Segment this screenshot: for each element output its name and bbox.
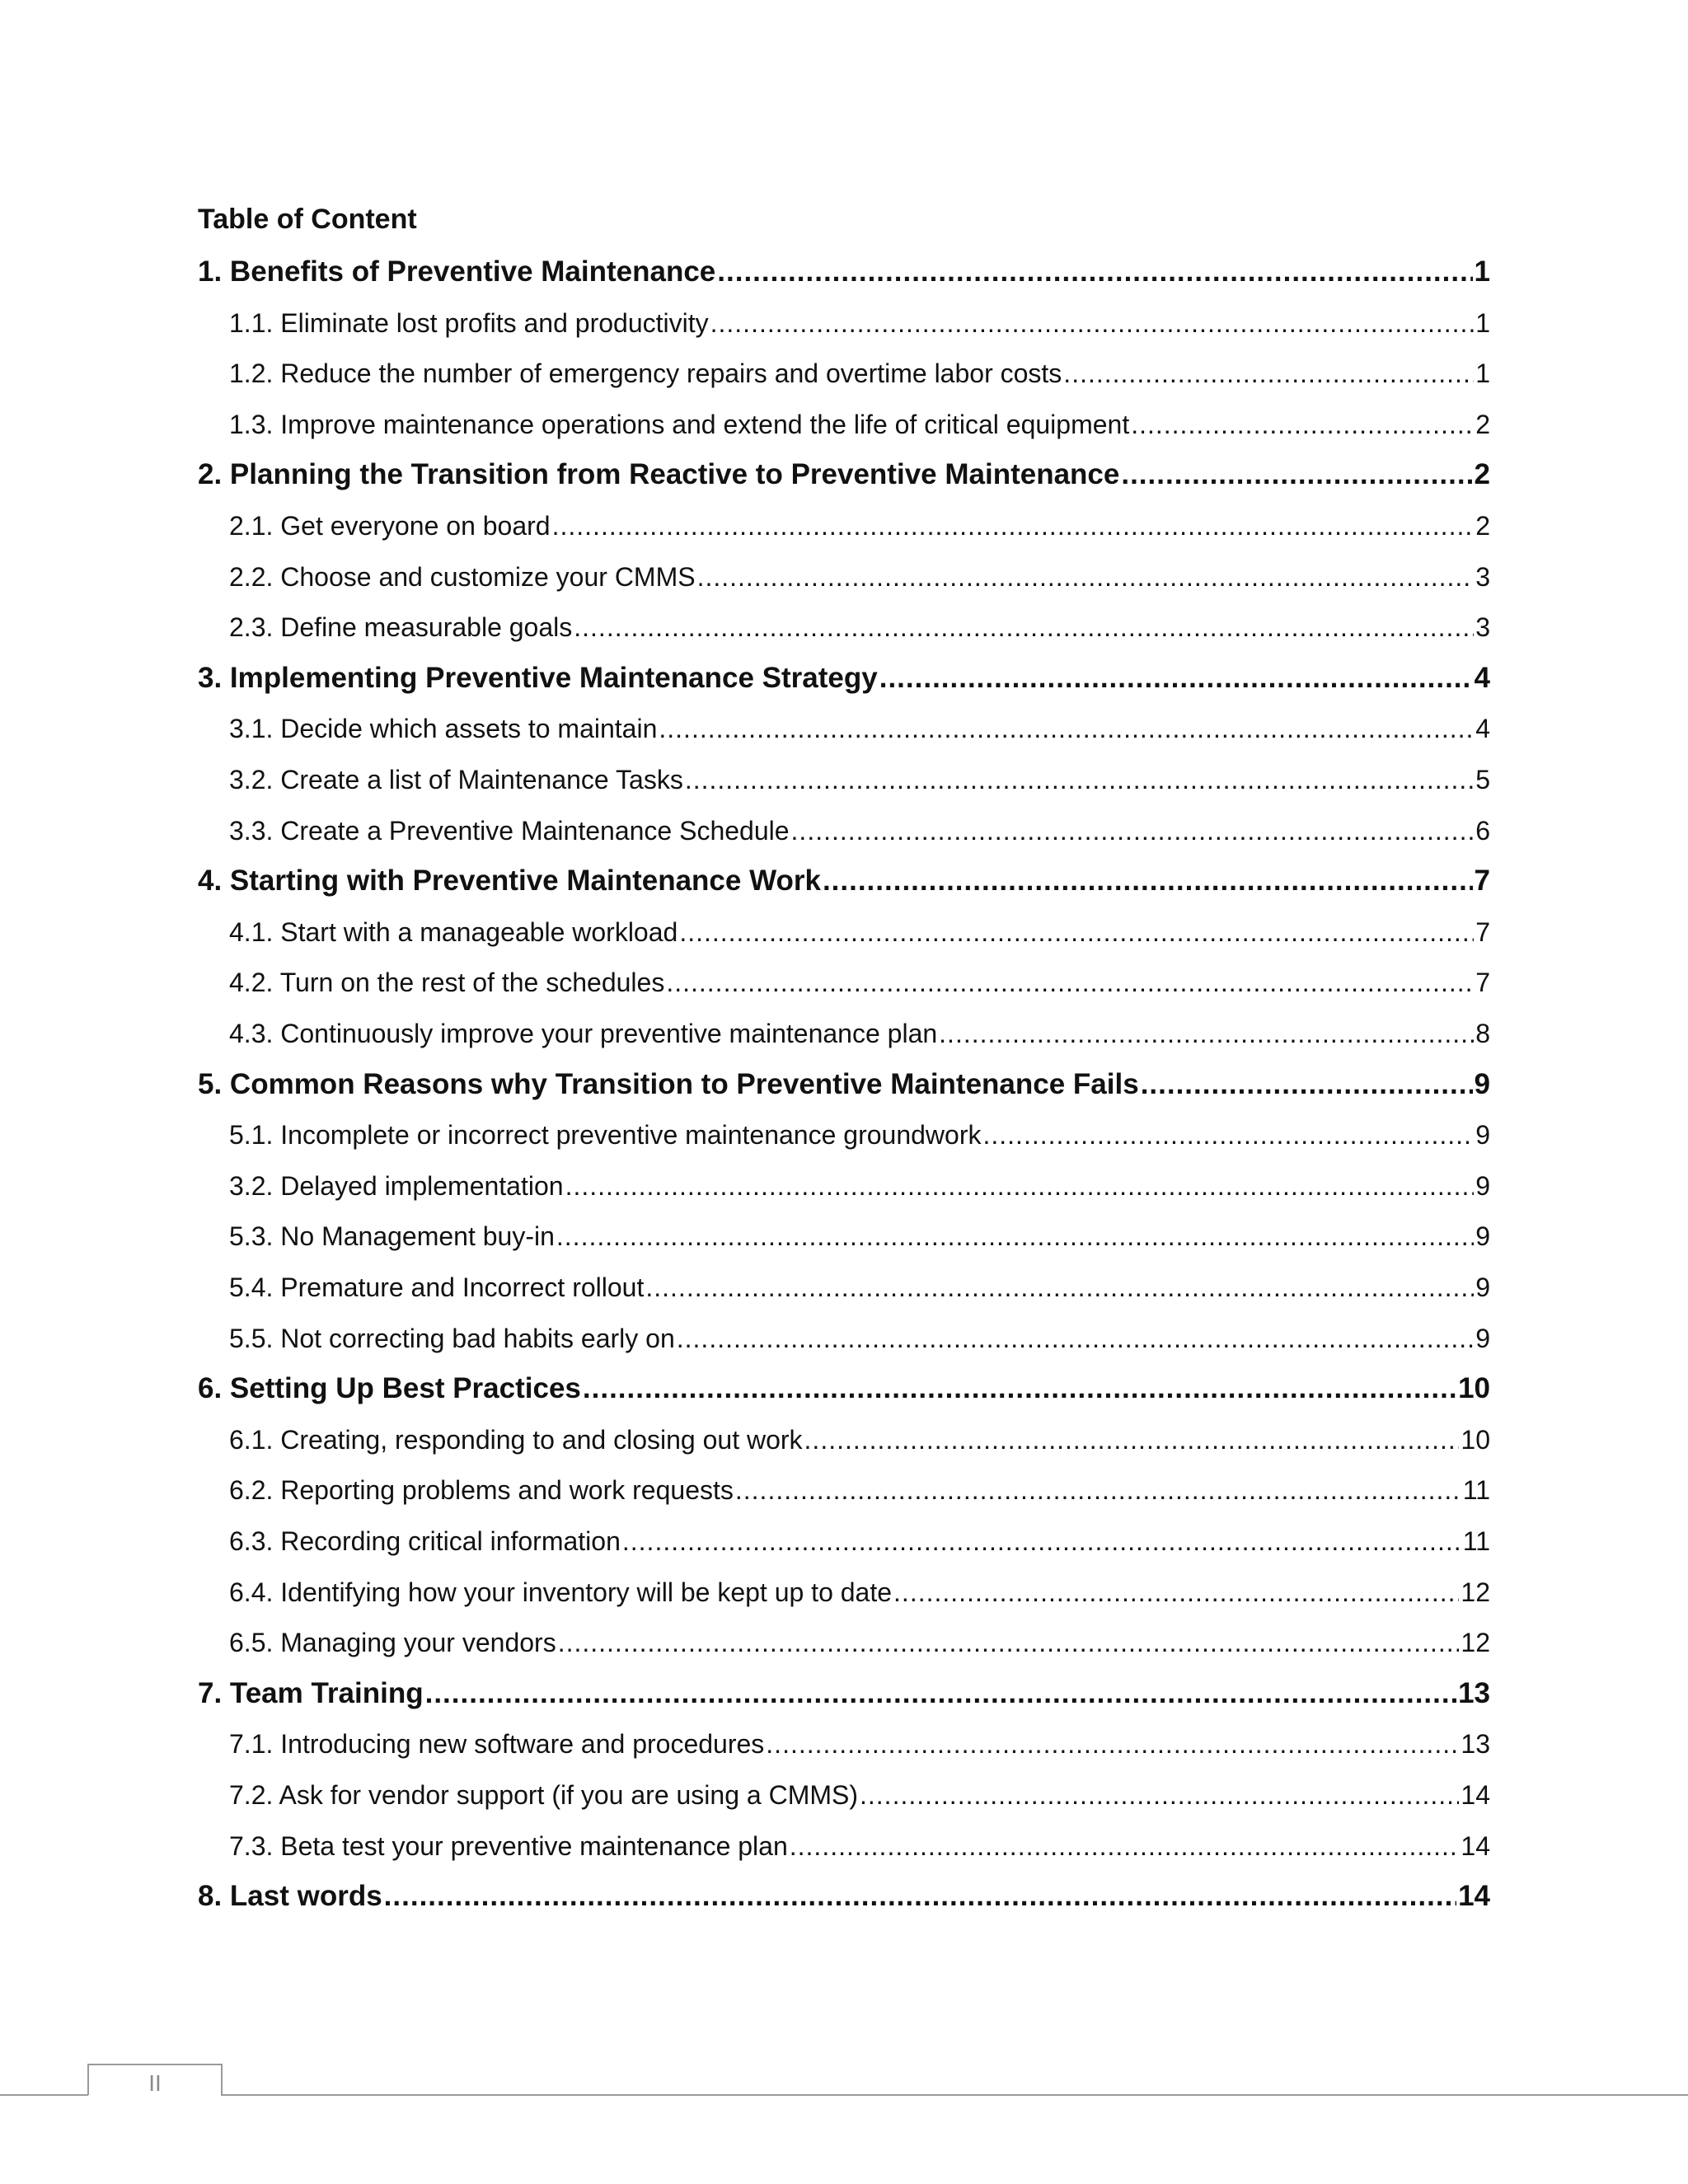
toc-dot-leader (685, 760, 1474, 799)
toc-page-number: 12 (1461, 1577, 1490, 1607)
toc-entry-title: 2.3. Define measurable goals (229, 612, 573, 642)
toc-entry-title: 6.2. Reporting problems and work requests (229, 1475, 734, 1505)
toc-page-number: 2 (1475, 410, 1490, 439)
toc-dot-leader (556, 1216, 1474, 1256)
toc-subsection-entry[interactable] (229, 760, 1490, 799)
toc-page-number: 5 (1475, 765, 1490, 794)
toc-page-number: 9 (1475, 1324, 1490, 1353)
toc-dot-leader (1141, 1065, 1473, 1104)
toc-subsection-entry[interactable] (229, 1420, 1490, 1460)
toc-entry-title: 5. Common Reasons why Transition to Preventive Maintenance Fails (198, 1068, 1139, 1100)
toc-page-number: 9 (1475, 1221, 1490, 1251)
toc-page-number: 2 (1475, 511, 1490, 541)
toc-dot-leader (893, 1572, 1459, 1612)
toc-dot-leader (1121, 455, 1472, 494)
footer-rule-left (0, 2094, 88, 2096)
toc-dot-leader (1063, 354, 1474, 393)
toc-page-number: 9 (1475, 1171, 1490, 1201)
toc-subsection-entry[interactable] (229, 557, 1490, 597)
toc-page-number: 14 (1461, 1831, 1490, 1861)
toc-page-number: 10 (1461, 1425, 1490, 1455)
toc-title: Table of Content (198, 204, 417, 235)
toc-subsection-entry[interactable] (229, 506, 1490, 546)
toc-subsection-entry[interactable] (229, 912, 1490, 952)
toc-page-number: 9 (1475, 1272, 1490, 1302)
toc-page-number: 14 (1458, 1880, 1490, 1912)
toc-page-number: 7 (1475, 968, 1490, 997)
toc-subsection-entry[interactable] (229, 607, 1490, 647)
toc-dot-leader (565, 1166, 1475, 1206)
toc-entry-title: 1.2. Reduce the number of emergency repairs and overtime labor costs (229, 359, 1062, 388)
toc-dot-leader (645, 1268, 1474, 1307)
toc-dot-leader (823, 861, 1473, 901)
toc-subsection-entry[interactable] (229, 1724, 1490, 1764)
toc-entry-title: 3.1. Decide which assets to maintain (229, 714, 658, 743)
toc-entry-title: 6.3. Recording critical information (229, 1526, 621, 1556)
toc-subsection-entry[interactable] (229, 1319, 1490, 1358)
toc-subsection-entry[interactable] (229, 1572, 1490, 1612)
toc-dot-leader (710, 303, 1475, 343)
toc-dot-leader (552, 506, 1475, 546)
toc-entry-title: 3. Implementing Preventive Maintenance Strategy (198, 662, 878, 694)
toc-entry-title: 4. Starting with Preventive Maintenance Work (198, 865, 821, 897)
toc-subsection-entry[interactable] (229, 1115, 1490, 1155)
toc-page-number: 4 (1475, 714, 1490, 743)
toc-subsection-entry[interactable] (229, 303, 1490, 343)
toc-dot-leader (659, 709, 1474, 748)
toc-page-number: 1 (1475, 308, 1490, 338)
toc-page-number: 7 (1474, 865, 1490, 897)
toc-entry-title: 4.3. Continuously improve your preventive maintenance plan (229, 1019, 938, 1048)
toc-entry-title: 6.1. Creating, responding to and closing out work (229, 1425, 803, 1455)
toc-entry-title: 2.1. Get everyone on board (229, 511, 551, 541)
toc-dot-leader (717, 252, 1472, 292)
toc-dot-leader (384, 1877, 1456, 1916)
toc-subsection-entry[interactable] (229, 1521, 1490, 1561)
toc-entry-title: 3.3. Create a Preventive Maintenance Schedule (229, 816, 790, 846)
toc-dot-leader (679, 912, 1474, 952)
toc-page-number: 10 (1458, 1372, 1490, 1404)
toc-entry-title: 7. Team Training (198, 1677, 424, 1709)
toc-dot-leader (574, 607, 1474, 647)
toc-dot-leader (879, 658, 1473, 698)
toc-entry-title: 5.4. Premature and Incorrect rollout (229, 1272, 645, 1302)
toc-dot-leader (558, 1623, 1460, 1662)
toc-page-number: 6 (1475, 816, 1490, 846)
toc-dot-leader (939, 1014, 1474, 1053)
toc-subsection-entry[interactable] (229, 1014, 1490, 1053)
toc-dot-leader (622, 1521, 1461, 1561)
toc-section-entry[interactable] (198, 861, 1490, 901)
toc-subsection-entry[interactable] (229, 811, 1490, 851)
toc-page-number: 12 (1461, 1628, 1490, 1657)
toc-page-number: 2 (1474, 458, 1490, 490)
toc-entry-title: 5.5. Not correcting bad habits early on (229, 1324, 675, 1353)
toc-subsection-entry[interactable] (229, 354, 1490, 393)
toc-page-number: 8 (1475, 1019, 1490, 1048)
toc-page-number: 14 (1461, 1780, 1490, 1810)
toc-page-number: 4 (1474, 662, 1490, 694)
toc-subsection-entry[interactable] (229, 1216, 1490, 1256)
toc-section-entry[interactable] (198, 252, 1490, 292)
toc-entry-title: 8. Last words (198, 1880, 382, 1912)
toc-dot-leader (791, 811, 1475, 851)
toc-entry-title: 1. Benefits of Preventive Maintenance (198, 255, 716, 288)
toc-dot-leader (425, 1674, 1456, 1713)
toc-entry-title: 7.2. Ask for vendor support (if you are using a CMMS) (229, 1780, 858, 1810)
toc-entry-title: 4.2. Turn on the rest of the schedules (229, 968, 665, 997)
toc-entry-title: 4.1. Start with a manageable workload (229, 917, 678, 947)
toc-entry-title: 6. Setting Up Best Practices (198, 1372, 581, 1404)
toc-entry-title: 1.3. Improve maintenance operations and extend the life of critical equipment (229, 410, 1130, 439)
footer-page-number: II (148, 2070, 162, 2096)
toc-subsection-entry[interactable] (229, 1166, 1490, 1206)
toc-page-number: 7 (1475, 917, 1490, 947)
toc-dot-leader (677, 1319, 1474, 1358)
toc-page-number: 9 (1474, 1068, 1490, 1100)
toc-dot-leader (735, 1470, 1461, 1510)
toc-entry-title: 3.2. Delayed implementation (229, 1171, 564, 1201)
toc-entry-title: 3.2. Create a list of Maintenance Tasks (229, 765, 683, 794)
toc-dot-leader (697, 557, 1475, 597)
toc-entry-title: 5.3. No Management buy-in (229, 1221, 555, 1251)
toc-section-entry[interactable] (198, 1369, 1490, 1408)
toc-entry-title: 5.1. Incomplete or incorrect preventive maintenance groundwork (229, 1120, 982, 1150)
toc-entry-title: 7.1. Introducing new software and procedures (229, 1729, 765, 1759)
toc-entry-title: 6.5. Managing your vendors (229, 1628, 556, 1657)
toc-entry-title: 2.2. Choose and customize your CMMS (229, 562, 696, 592)
toc-entry-title: 7.3. Beta test your preventive maintenance plan (229, 1831, 788, 1861)
toc-page-number: 1 (1474, 255, 1490, 288)
toc-page-number: 11 (1462, 1475, 1490, 1505)
toc-section-entry[interactable] (198, 1674, 1490, 1713)
toc-page-number: 13 (1461, 1729, 1490, 1759)
toc-dot-leader (860, 1775, 1459, 1815)
toc-section-entry[interactable] (198, 1065, 1490, 1104)
toc-subsection-entry[interactable] (229, 1470, 1490, 1510)
toc-subsection-entry[interactable] (229, 1826, 1490, 1866)
toc-subsection-entry[interactable] (229, 405, 1490, 444)
toc-subsection-entry[interactable] (229, 1775, 1490, 1815)
toc-section-entry[interactable] (198, 1877, 1490, 1916)
toc-page-number: 3 (1475, 612, 1490, 642)
toc-page-number: 1 (1475, 359, 1490, 388)
toc-page-number: 9 (1475, 1120, 1490, 1150)
toc-page-number: 3 (1475, 562, 1490, 592)
footer-rule-right (221, 2094, 1688, 2096)
toc-subsection-entry[interactable] (229, 1623, 1490, 1662)
toc-dot-leader (982, 1115, 1474, 1155)
toc-page-number: 11 (1462, 1526, 1490, 1556)
toc-entry-title: 2. Planning the Transition from Reactive to Preventive Maintenance (198, 458, 1120, 490)
toc-dot-leader (804, 1420, 1460, 1460)
toc-entry-title: 1.1. Eliminate lost profits and productivity (229, 308, 709, 338)
toc-subsection-entry[interactable] (229, 709, 1490, 748)
toc-subsection-entry[interactable] (229, 963, 1490, 1002)
toc-section-entry[interactable] (198, 658, 1490, 698)
toc-entry-title: 6.4. Identifying how your inventory will be kept up to date (229, 1577, 893, 1607)
toc-dot-leader (666, 963, 1474, 1002)
toc-dot-leader (1131, 405, 1474, 444)
toc-page-number: 13 (1458, 1677, 1490, 1709)
toc-dot-leader (583, 1369, 1456, 1408)
toc-dot-leader (790, 1826, 1460, 1866)
toc-dot-leader (766, 1724, 1459, 1764)
toc-subsection-entry[interactable] (229, 1268, 1490, 1307)
toc-section-entry[interactable] (198, 455, 1490, 494)
